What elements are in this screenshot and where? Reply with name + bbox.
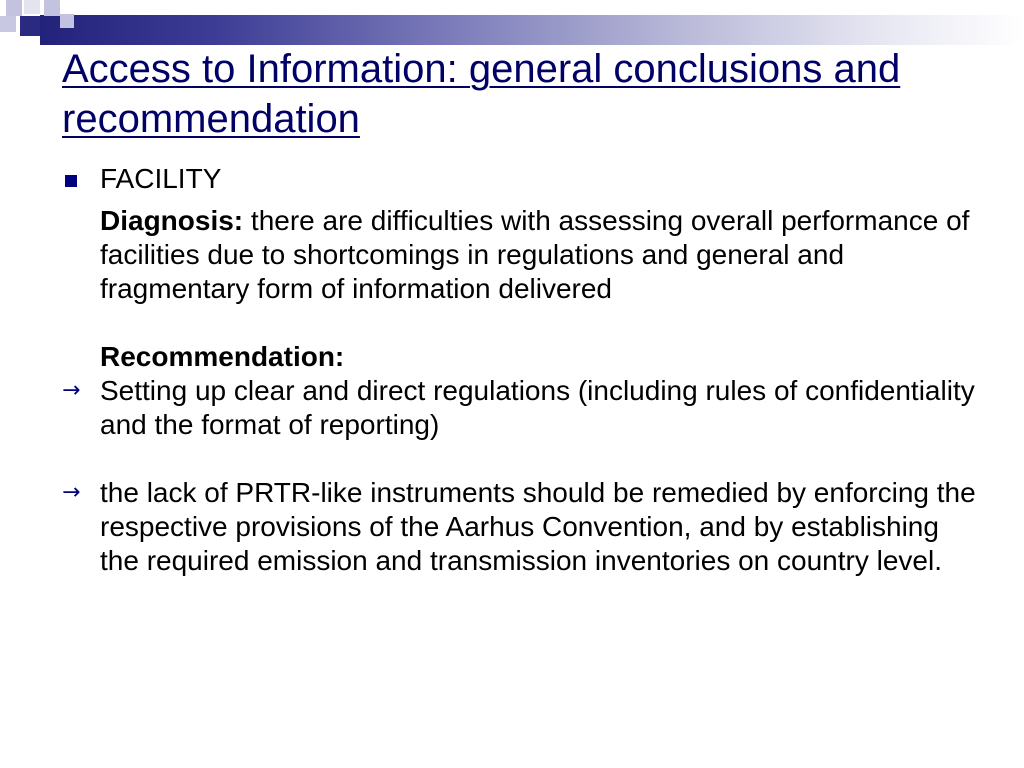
slide-title-text: Access to Information: general conclusions and recommendation [62,47,901,141]
recommendation-label: Recommendation: [100,341,345,372]
recommendation-text: the lack of PRTR-like instruments should be remedied by enforcing the respective provisions of the Aarhus Convention, and by establishing the required emission and transmission inventories on country level. [100,477,976,576]
bullet-facility [62,162,982,196]
arrow-bullet-icon: → [62,480,81,505]
diagnosis-label: Diagnosis: [100,205,244,236]
slide-title [62,44,1002,144]
slide-body [62,162,982,578]
decor-square [6,0,22,16]
diagnosis-text: there are difficulties with assessing overall performance of facilities due to shortcomings in regulations and general and fragmentary form of information delivered [100,205,970,304]
decor-square [44,0,60,16]
diagnosis-paragraph [62,204,982,306]
decor-square [0,16,16,32]
square-bullet-icon [65,175,77,187]
recommendation-item [62,476,982,578]
decor-square [20,16,40,36]
arrow-bullet-icon: → [62,378,81,403]
header-gradient-band [40,15,1024,45]
recommendation-text: Setting up clear and direct regulations (including rules of confidentiality and the format of reporting) [100,375,975,440]
recommendation-heading [62,340,982,374]
decor-square [60,14,74,28]
recommendation-item [62,374,982,442]
decor-square [24,0,40,14]
bullet-heading: FACILITY [100,163,222,194]
